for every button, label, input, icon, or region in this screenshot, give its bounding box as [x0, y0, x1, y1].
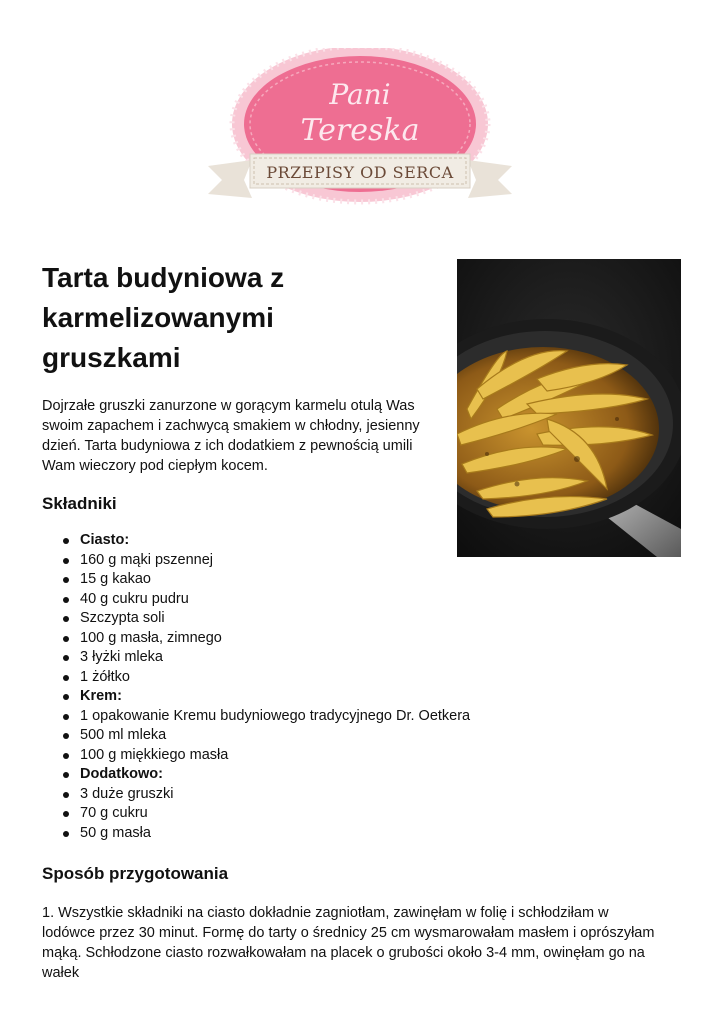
list-item: 160 g mąki pszennej — [42, 551, 522, 571]
intro-line-2: swoim zapachem i zachwycą smakiem w chłodny, jesienny — [42, 418, 420, 434]
list-item: 100 g masła, zimnego — [42, 629, 522, 649]
list-item: Szczypta soli — [42, 609, 522, 629]
list-item: Dodatkowo: — [42, 765, 522, 785]
list-item: 50 g masła — [42, 824, 522, 844]
preparation-heading: Sposób przygotowania — [42, 864, 229, 883]
intro-line-4: Wam wieczory pod ciepłym kocem. — [42, 458, 268, 474]
site-logo — [200, 48, 520, 218]
list-item: Krem: — [42, 687, 522, 707]
title-line-1: Tarta budyniowa z — [42, 262, 285, 293]
logo-banner-text: PRZEPISY OD SERCA — [266, 163, 454, 182]
list-item: Ciasto: — [42, 531, 522, 551]
recipe-photo — [457, 259, 681, 557]
intro-line-1: Dojrzałe gruszki zanurzone w gorącym karmelu otulą Was — [42, 398, 415, 414]
list-item: 3 łyżki mleka — [42, 648, 522, 668]
recipe-title — [42, 258, 442, 378]
logo-line1: Pani — [329, 78, 391, 111]
title-line-2: karmelizowanymi — [42, 302, 274, 333]
logo-line2: Tereska — [300, 113, 420, 148]
step-line-1: 1. Wszystkie składniki na ciasto dokładnie zagniotłam, zawinęłam w folię i schłodziłam w — [42, 905, 609, 921]
list-item: 500 ml mleka — [42, 726, 522, 746]
title-line-3: gruszkami — [42, 342, 181, 373]
step-line-3: mąką. Schłodzone ciasto rozwałkowałam na placek o grubości około 3-4 mm, owinęłam go na — [42, 945, 645, 961]
ingredients-heading: Składniki — [42, 494, 117, 513]
list-item: 70 g cukru — [42, 804, 522, 824]
ingredients-list — [42, 531, 522, 843]
list-item: 100 g miękkiego masła — [42, 746, 522, 766]
preparation-step-1 — [42, 903, 682, 983]
list-item: 3 duże gruszki — [42, 785, 522, 805]
list-item: 15 g kakao — [42, 570, 522, 590]
step-line-2: lodówce przez 30 minut. Formę do tarty o średnicy 25 cm wysmarowałam masłem i oprószyłam — [42, 925, 655, 941]
pears-in-pan-image — [457, 259, 681, 557]
list-item: 1 żółtko — [42, 668, 522, 688]
recipe-intro — [42, 396, 442, 476]
step-line-4: wałek — [42, 965, 80, 981]
list-item: 40 g cukru pudru — [42, 590, 522, 610]
list-item: 1 opakowanie Kremu budyniowego tradycyjnego Dr. Oetkera — [42, 707, 522, 727]
logo-graphic — [200, 48, 520, 218]
intro-line-3: dzień. Tarta budyniowa z ich dodatkiem z pewnością umili — [42, 438, 413, 454]
